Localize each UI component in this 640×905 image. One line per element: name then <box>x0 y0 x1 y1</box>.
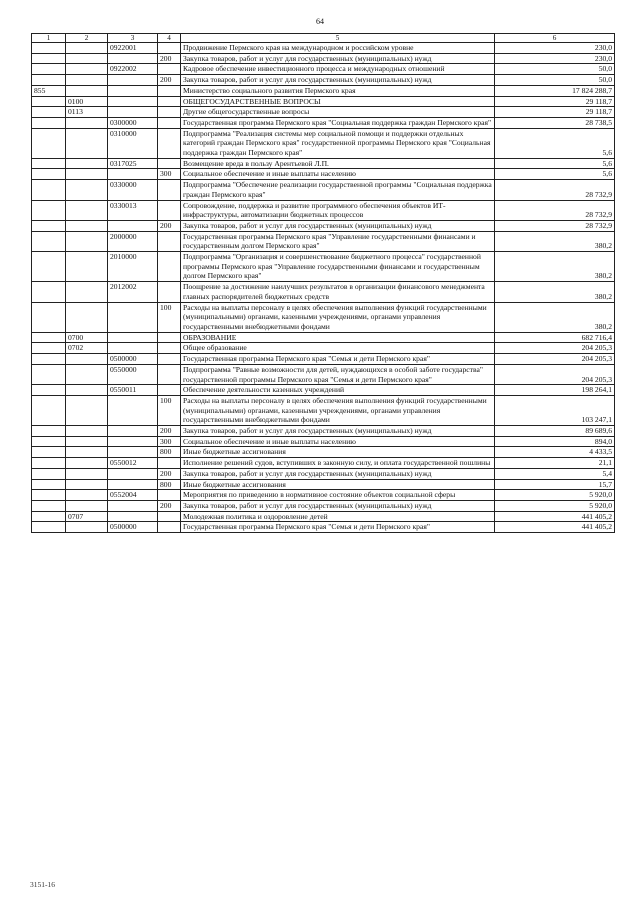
description-cell: Возмещение вреда в пользу Арентьевой Л.П. <box>181 158 495 169</box>
ministry-code-cell <box>32 332 66 343</box>
section-code-cell <box>66 75 108 86</box>
target-article-cell: 0550011 <box>108 385 158 396</box>
section-code-cell: 0700 <box>66 332 108 343</box>
amount-cell: 380,2 <box>495 282 615 302</box>
amount-cell: 28 732,9 <box>495 200 615 220</box>
ministry-code-cell <box>32 252 66 282</box>
target-article-cell <box>108 107 158 118</box>
target-article-cell <box>108 332 158 343</box>
description-cell: ОБЩЕГОСУДАРСТВЕННЫЕ ВОПРОСЫ <box>181 96 495 107</box>
table-row <box>32 231 615 251</box>
section-code-cell <box>66 231 108 251</box>
target-article-cell <box>108 75 158 86</box>
description-cell: Исполнение решений судов, вступивших в законную силу, и оплата государственной пошлины <box>181 458 495 469</box>
amount-cell: 380,2 <box>495 252 615 282</box>
section-code-cell <box>66 85 108 96</box>
ministry-code-cell <box>32 117 66 128</box>
table-row <box>32 385 615 396</box>
ministry-code-cell <box>32 426 66 437</box>
expense-type-cell <box>158 128 181 158</box>
expense-type-cell <box>158 96 181 107</box>
section-code-cell <box>66 385 108 396</box>
ministry-code-cell <box>32 468 66 479</box>
section-code-cell <box>66 364 108 384</box>
expense-type-cell <box>158 64 181 75</box>
expense-type-cell <box>158 354 181 365</box>
section-code-cell <box>66 436 108 447</box>
amount-cell: 28 732,9 <box>495 180 615 200</box>
amount-cell: 894,0 <box>495 436 615 447</box>
amount-cell: 198 264,1 <box>495 385 615 396</box>
amount-cell: 5,4 <box>495 468 615 479</box>
target-article-cell <box>108 220 158 231</box>
amount-cell: 28 738,5 <box>495 117 615 128</box>
target-article-cell <box>108 53 158 64</box>
target-article-cell: 0922001 <box>108 43 158 54</box>
table-row <box>32 169 615 180</box>
description-cell: Иные бюджетные ассигнования <box>181 479 495 490</box>
description-cell: Общее образование <box>181 343 495 354</box>
ministry-code-cell <box>32 490 66 501</box>
description-cell: Подпрограмма "Реализация системы мер социальной помощи и поддержки отдельных категорий граждан Пермского края" государственной программы Пермского края "Социальная поддержка граждан Пермского края" <box>181 128 495 158</box>
ministry-code-cell <box>32 220 66 231</box>
target-article-cell <box>108 426 158 437</box>
table-row <box>32 96 615 107</box>
section-code-cell <box>66 500 108 511</box>
table-row <box>32 252 615 282</box>
section-code-cell <box>66 458 108 469</box>
amount-cell: 28 732,9 <box>495 220 615 231</box>
target-article-cell: 0550000 <box>108 364 158 384</box>
amount-cell: 380,2 <box>495 302 615 332</box>
target-article-cell: 0922002 <box>108 64 158 75</box>
expense-type-cell <box>158 252 181 282</box>
expense-type-cell <box>158 107 181 118</box>
table-header-row <box>32 34 615 43</box>
expense-type-cell: 200 <box>158 75 181 86</box>
amount-cell: 5,6 <box>495 158 615 169</box>
amount-cell: 4 433,5 <box>495 447 615 458</box>
ministry-code-cell <box>32 500 66 511</box>
expense-type-cell: 100 <box>158 302 181 332</box>
section-code-cell <box>66 447 108 458</box>
table-row <box>32 53 615 64</box>
description-cell: Государственная программа Пермского края "Семья и дети Пермского края" <box>181 522 495 533</box>
description-cell: Продвижение Пермского края на международном и российском уровне <box>181 43 495 54</box>
expense-type-cell <box>158 85 181 96</box>
expense-type-cell <box>158 117 181 128</box>
expense-type-cell <box>158 200 181 220</box>
section-code-cell <box>66 53 108 64</box>
budget-table <box>31 33 615 533</box>
description-cell: Закупка товаров, работ и услуг для государственных (муниципальных) нужд <box>181 500 495 511</box>
table-row <box>32 75 615 86</box>
section-code-cell: 0100 <box>66 96 108 107</box>
section-code-cell <box>66 354 108 365</box>
target-article-cell: 0330013 <box>108 200 158 220</box>
target-article-cell <box>108 500 158 511</box>
amount-cell: 5,6 <box>495 128 615 158</box>
target-article-cell <box>108 85 158 96</box>
target-article-cell <box>108 96 158 107</box>
section-code-cell <box>66 490 108 501</box>
table-row <box>32 85 615 96</box>
ministry-code-cell <box>32 169 66 180</box>
target-article-cell <box>108 395 158 425</box>
description-cell: Закупка товаров, работ и услуг для государственных (муниципальных) нужд <box>181 53 495 64</box>
description-cell: Министерство социального развития Пермского края <box>181 85 495 96</box>
ministry-code-cell <box>32 447 66 458</box>
target-article-cell: 0300000 <box>108 117 158 128</box>
header-cell: 4 <box>158 34 181 43</box>
target-article-cell <box>108 436 158 447</box>
ministry-code-cell <box>32 458 66 469</box>
amount-cell: 230,0 <box>495 53 615 64</box>
description-cell: Расходы на выплаты персоналу в целях обеспечения выполнения функций государственными (муниципальными) органами, казенными учреждениями, органами управления государственными внебюджетными фондами <box>181 302 495 332</box>
table-row <box>32 220 615 231</box>
target-article-cell: 0550012 <box>108 458 158 469</box>
ministry-code-cell <box>32 180 66 200</box>
expense-type-cell <box>158 282 181 302</box>
table-row <box>32 43 615 54</box>
description-cell: Мероприятия по приведению в нормативное состояние объектов социальной сферы <box>181 490 495 501</box>
table-row <box>32 282 615 302</box>
section-code-cell <box>66 128 108 158</box>
table-row <box>32 200 615 220</box>
amount-cell: 21,1 <box>495 458 615 469</box>
target-article-cell: 0330000 <box>108 180 158 200</box>
description-cell: Расходы на выплаты персоналу в целях обеспечения выполнения функций государственными (муниципальными) органами, казенными учреждениями, органами управления государственными внебюджетными фондами <box>181 395 495 425</box>
description-cell: Подпрограмма "Равные возможности для детей, нуждающихся в особой заботе государства" государственной программы Пермского края "Семья и дети Пермского края" <box>181 364 495 384</box>
ministry-code-cell <box>32 200 66 220</box>
amount-cell: 5 920,0 <box>495 490 615 501</box>
expense-type-cell: 200 <box>158 500 181 511</box>
amount-cell: 29 118,7 <box>495 107 615 118</box>
section-code-cell <box>66 117 108 128</box>
amount-cell: 5 920,0 <box>495 500 615 511</box>
header-cell: 1 <box>32 34 66 43</box>
section-code-cell <box>66 64 108 75</box>
expense-type-cell <box>158 343 181 354</box>
table-row <box>32 158 615 169</box>
target-article-cell: 2010000 <box>108 252 158 282</box>
expense-type-cell: 200 <box>158 53 181 64</box>
target-article-cell: 0310000 <box>108 128 158 158</box>
table-row <box>32 511 615 522</box>
amount-cell: 682 716,4 <box>495 332 615 343</box>
description-cell: Государственная программа Пермского края "Управление государственными финансами и государственным долгом Пермского края" <box>181 231 495 251</box>
target-article-cell <box>108 479 158 490</box>
expense-type-cell: 800 <box>158 479 181 490</box>
expense-type-cell <box>158 490 181 501</box>
expense-type-cell <box>158 43 181 54</box>
table-row <box>32 468 615 479</box>
amount-cell: 103 247,1 <box>495 395 615 425</box>
section-code-cell: 0113 <box>66 107 108 118</box>
section-code-cell <box>66 169 108 180</box>
amount-cell: 89 689,6 <box>495 426 615 437</box>
footer-code: 3151-16 <box>30 880 55 889</box>
amount-cell: 29 118,7 <box>495 96 615 107</box>
target-article-cell <box>108 169 158 180</box>
table-row <box>32 500 615 511</box>
ministry-code-cell <box>32 75 66 86</box>
expense-type-cell: 200 <box>158 220 181 231</box>
amount-cell: 380,2 <box>495 231 615 251</box>
description-cell: Поощрение за достижение наилучших результатов в организации финансового менеджмента главных распорядителей бюджетных средств <box>181 282 495 302</box>
table-row <box>32 490 615 501</box>
ministry-code-cell <box>32 479 66 490</box>
table-row <box>32 117 615 128</box>
amount-cell: 17 824 288,7 <box>495 85 615 96</box>
section-code-cell <box>66 479 108 490</box>
target-article-cell: 0500000 <box>108 522 158 533</box>
description-cell: Иные бюджетные ассигнования <box>181 447 495 458</box>
ministry-code-cell <box>32 107 66 118</box>
amount-cell: 204 205,3 <box>495 364 615 384</box>
table-row <box>32 354 615 365</box>
section-code-cell <box>66 180 108 200</box>
ministry-code-cell <box>32 282 66 302</box>
description-cell: Закупка товаров, работ и услуг для государственных (муниципальных) нужд <box>181 75 495 86</box>
section-code-cell <box>66 200 108 220</box>
ministry-code-cell <box>32 231 66 251</box>
table-row <box>32 302 615 332</box>
amount-cell: 204 205,3 <box>495 354 615 365</box>
ministry-code-cell <box>32 53 66 64</box>
header-cell: 2 <box>66 34 108 43</box>
amount-cell: 441 405,2 <box>495 511 615 522</box>
description-cell: Социальное обеспечение и иные выплаты населению <box>181 169 495 180</box>
expense-type-cell <box>158 180 181 200</box>
expense-type-cell: 200 <box>158 426 181 437</box>
header-cell: 5 <box>181 34 495 43</box>
ministry-code-cell <box>32 96 66 107</box>
table-row <box>32 343 615 354</box>
section-code-cell <box>66 158 108 169</box>
section-code-cell <box>66 43 108 54</box>
amount-cell: 5,6 <box>495 169 615 180</box>
expense-type-cell <box>158 385 181 396</box>
ministry-code-cell <box>32 128 66 158</box>
ministry-code-cell: 855 <box>32 85 66 96</box>
amount-cell: 230,0 <box>495 43 615 54</box>
ministry-code-cell <box>32 64 66 75</box>
description-cell: Государственная программа Пермского края "Социальная поддержка граждан Пермского края" <box>181 117 495 128</box>
ministry-code-cell <box>32 395 66 425</box>
section-code-cell <box>66 220 108 231</box>
table-row <box>32 426 615 437</box>
section-code-cell <box>66 426 108 437</box>
section-code-cell <box>66 395 108 425</box>
description-cell: Кадровое обеспечение инвестиционного процесса и международных отношений <box>181 64 495 75</box>
section-code-cell <box>66 522 108 533</box>
target-article-cell <box>108 302 158 332</box>
table-row <box>32 458 615 469</box>
target-article-cell <box>108 447 158 458</box>
ministry-code-cell <box>32 302 66 332</box>
table-row <box>32 436 615 447</box>
header-cell: 6 <box>495 34 615 43</box>
section-code-cell: 0707 <box>66 511 108 522</box>
description-cell: Другие общегосударственные вопросы <box>181 107 495 118</box>
expense-type-cell: 300 <box>158 436 181 447</box>
ministry-code-cell <box>32 385 66 396</box>
section-code-cell <box>66 468 108 479</box>
expense-type-cell <box>158 458 181 469</box>
table-row <box>32 180 615 200</box>
expense-type-cell: 300 <box>158 169 181 180</box>
table-row <box>32 479 615 490</box>
expense-type-cell <box>158 522 181 533</box>
expense-type-cell <box>158 332 181 343</box>
table-row <box>32 364 615 384</box>
target-article-cell: 0317025 <box>108 158 158 169</box>
description-cell: Закупка товаров, работ и услуг для государственных (муниципальных) нужд <box>181 220 495 231</box>
target-article-cell <box>108 343 158 354</box>
section-code-cell: 0702 <box>66 343 108 354</box>
ministry-code-cell <box>32 343 66 354</box>
description-cell: Обеспечение деятельности казенных учреждений <box>181 385 495 396</box>
expense-type-cell <box>158 231 181 251</box>
ministry-code-cell <box>32 364 66 384</box>
ministry-code-cell <box>32 511 66 522</box>
target-article-cell: 2000000 <box>108 231 158 251</box>
table-row <box>32 128 615 158</box>
description-cell: Подпрограмма "Обеспечение реализации государственной программы "Социальная поддержка граждан Пермского края" <box>181 180 495 200</box>
description-cell: Закупка товаров, работ и услуг для государственных (муниципальных) нужд <box>181 426 495 437</box>
description-cell: Социальное обеспечение и иные выплаты населению <box>181 436 495 447</box>
table-row <box>32 522 615 533</box>
description-cell: ОБРАЗОВАНИЕ <box>181 332 495 343</box>
ministry-code-cell <box>32 436 66 447</box>
expense-type-cell: 100 <box>158 395 181 425</box>
expense-type-cell <box>158 364 181 384</box>
ministry-code-cell <box>32 522 66 533</box>
target-article-cell: 0552004 <box>108 490 158 501</box>
target-article-cell: 0500000 <box>108 354 158 365</box>
table-row <box>32 447 615 458</box>
amount-cell: 204 205,3 <box>495 343 615 354</box>
ministry-code-cell <box>32 43 66 54</box>
description-cell: Государственная программа Пермского края "Семья и дети Пермского края" <box>181 354 495 365</box>
section-code-cell <box>66 252 108 282</box>
header-cell: 3 <box>108 34 158 43</box>
description-cell: Молодежная политика и оздоровление детей <box>181 511 495 522</box>
table-row <box>32 332 615 343</box>
ministry-code-cell <box>32 158 66 169</box>
description-cell: Закупка товаров, работ и услуг для государственных (муниципальных) нужд <box>181 468 495 479</box>
expense-type-cell <box>158 158 181 169</box>
amount-cell: 50,0 <box>495 64 615 75</box>
description-cell: Подпрограмма "Организация и совершенствование бюджетного процесса" государственной программы Пермского края "Управление государственными финансами и государственным долгом Пермского края" <box>181 252 495 282</box>
section-code-cell <box>66 282 108 302</box>
amount-cell: 50,0 <box>495 75 615 86</box>
expense-type-cell: 200 <box>158 468 181 479</box>
table-row <box>32 395 615 425</box>
expense-type-cell <box>158 511 181 522</box>
target-article-cell <box>108 511 158 522</box>
target-article-cell: 2012002 <box>108 282 158 302</box>
expense-type-cell: 800 <box>158 447 181 458</box>
description-cell: Сопровождение, поддержка и развитие программного обеспечения объектов ИТ-инфраструктуры, автоматизации бюджетных процессов <box>181 200 495 220</box>
table-row <box>32 107 615 118</box>
page-number: 64 <box>316 17 324 26</box>
section-code-cell <box>66 302 108 332</box>
target-article-cell <box>108 468 158 479</box>
amount-cell: 15,7 <box>495 479 615 490</box>
amount-cell: 441 405,2 <box>495 522 615 533</box>
ministry-code-cell <box>32 354 66 365</box>
table-row <box>32 64 615 75</box>
